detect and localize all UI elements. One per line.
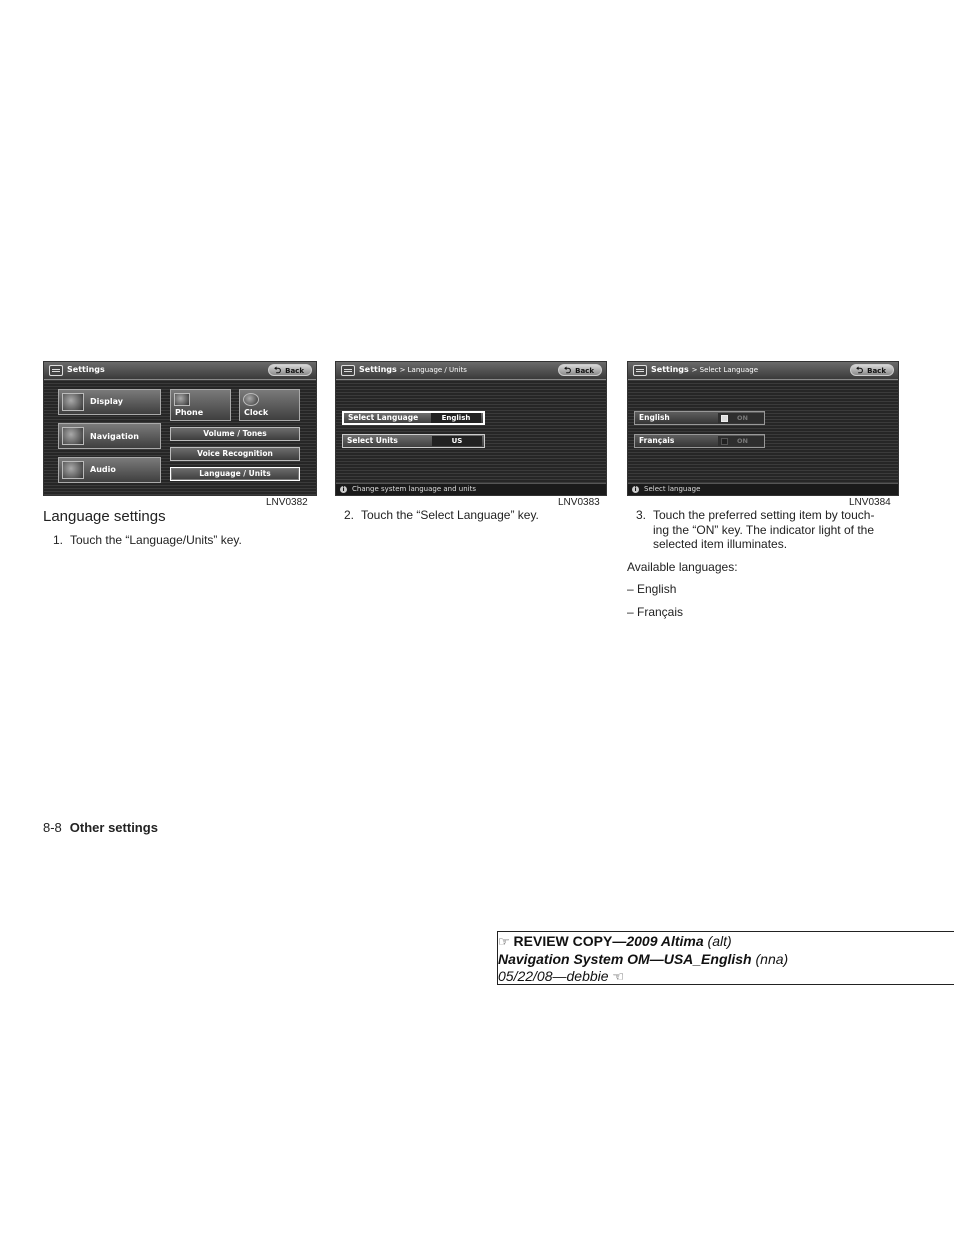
back-button-label: Back: [575, 367, 594, 375]
screen-title-bar: [336, 362, 606, 380]
step-text-line: ing the “ON” key. The indicator light of the: [653, 522, 874, 537]
step-text-line: Touch the preferred setting item by touch-: [653, 508, 875, 522]
clock-button[interactable]: [239, 389, 300, 421]
manual-name: Navigation System OM—USA_English: [498, 950, 752, 967]
navigation-label: Navigation: [90, 432, 139, 441]
page-number: 8-8: [43, 820, 62, 835]
step-text-line: selected item illuminates.: [653, 537, 788, 551]
language-option-english[interactable]: [634, 411, 765, 425]
back-button[interactable]: [558, 364, 602, 376]
on-key[interactable]: [718, 436, 764, 446]
available-languages-heading: Available languages:: [627, 560, 738, 574]
back-arrow-icon: ⮌: [856, 366, 864, 376]
on-key[interactable]: [718, 413, 764, 423]
back-button[interactable]: [850, 364, 894, 376]
review-copy-label: REVIEW COPY—: [513, 933, 627, 949]
display-button[interactable]: [58, 389, 161, 415]
back-button-label: Back: [867, 367, 886, 375]
menu-icon: [633, 365, 647, 376]
display-label: Display: [90, 397, 123, 406]
display-icon: [62, 393, 84, 411]
review-line-3: [498, 968, 954, 986]
review-copy-stamp: [497, 931, 954, 985]
select-units-label: Select Units: [347, 436, 398, 445]
review-date-author: 05/22/08—debbie: [498, 968, 609, 984]
select-units-button[interactable]: [342, 434, 485, 448]
manual-code: (nna): [751, 950, 789, 967]
audio-label: Audio: [90, 465, 116, 474]
settings-screen-figure: [43, 361, 317, 496]
clock-label: Clock: [244, 408, 269, 417]
info-icon: i: [632, 486, 639, 493]
phone-button[interactable]: [170, 389, 231, 421]
status-text: Select language: [644, 485, 701, 493]
section-name: Other settings: [69, 820, 158, 835]
language-option-label: Français: [639, 436, 675, 445]
step-number: 1.: [53, 533, 64, 547]
voice-recognition-button[interactable]: Voice Recognition: [170, 447, 300, 461]
review-line-2: [498, 951, 954, 969]
language-option-label: English: [639, 413, 670, 422]
status-bar: [336, 483, 606, 495]
language-list-item: – English: [627, 582, 677, 596]
screen-title: [651, 365, 758, 374]
back-button[interactable]: [268, 364, 312, 376]
section-heading: Language settings: [43, 508, 166, 525]
step-text: [653, 508, 897, 552]
navigation-icon: [62, 427, 84, 445]
menu-icon: [341, 365, 355, 376]
status-bar: [628, 483, 898, 495]
figure-id: LNV0383: [558, 497, 600, 508]
info-icon: i: [340, 486, 347, 493]
figure-id: LNV0382: [266, 497, 308, 508]
screen-title-text: Settings: [359, 365, 397, 374]
language-option-francais[interactable]: [634, 434, 765, 448]
select-language-button[interactable]: [342, 411, 485, 425]
screen-title-bar: [44, 362, 316, 380]
screen-title: [359, 365, 467, 374]
language-units-button[interactable]: Language / Units: [170, 467, 300, 481]
figure-id: LNV0384: [849, 497, 891, 508]
back-button-label: Back: [285, 367, 304, 375]
navigation-button[interactable]: [58, 423, 161, 449]
screen-title-text: Settings: [651, 365, 689, 374]
select-language-label: Select Language: [348, 413, 419, 422]
step-number: 2.: [344, 508, 355, 522]
step-number: 3.: [636, 508, 647, 522]
back-arrow-icon: ⮌: [564, 366, 572, 376]
screen-title: Settings: [67, 365, 105, 374]
page-footer: [43, 820, 158, 835]
step-3: [636, 508, 898, 553]
screen-title-bar: [628, 362, 898, 380]
select-units-value: US: [432, 436, 482, 446]
pointing-hand-icon: ☜: [612, 969, 625, 984]
phone-label: Phone: [175, 408, 204, 417]
audio-button[interactable]: [58, 457, 161, 483]
review-line-1: [498, 933, 954, 951]
step-text: Touch the “Select Language” key.: [361, 508, 539, 522]
vehicle-model: 2009 Altima: [626, 933, 704, 949]
back-arrow-icon: ⮌: [274, 366, 282, 376]
select-language-screen-figure: [627, 361, 899, 496]
language-list-item: – Français: [627, 605, 684, 619]
menu-icon: [49, 365, 63, 376]
step-text: Touch the “Language/Units” key.: [70, 533, 242, 547]
clock-icon: [243, 393, 259, 406]
vehicle-code: (alt): [703, 933, 732, 949]
indicator-light-icon: [721, 438, 728, 445]
pointing-hand-icon: ☞: [498, 934, 510, 949]
volume-tones-button[interactable]: Volume / Tones: [170, 427, 300, 441]
indicator-light-icon: [721, 415, 728, 422]
select-language-value: English: [431, 413, 481, 423]
breadcrumb: > Language / Units: [399, 366, 467, 374]
breadcrumb: > Select Language: [691, 366, 759, 374]
on-key-label: ON: [737, 414, 748, 422]
on-key-label: ON: [737, 437, 748, 445]
audio-icon: [62, 461, 84, 479]
status-text: Change system language and units: [352, 485, 476, 493]
phone-icon: [174, 393, 190, 406]
language-units-screen-figure: [335, 361, 607, 496]
